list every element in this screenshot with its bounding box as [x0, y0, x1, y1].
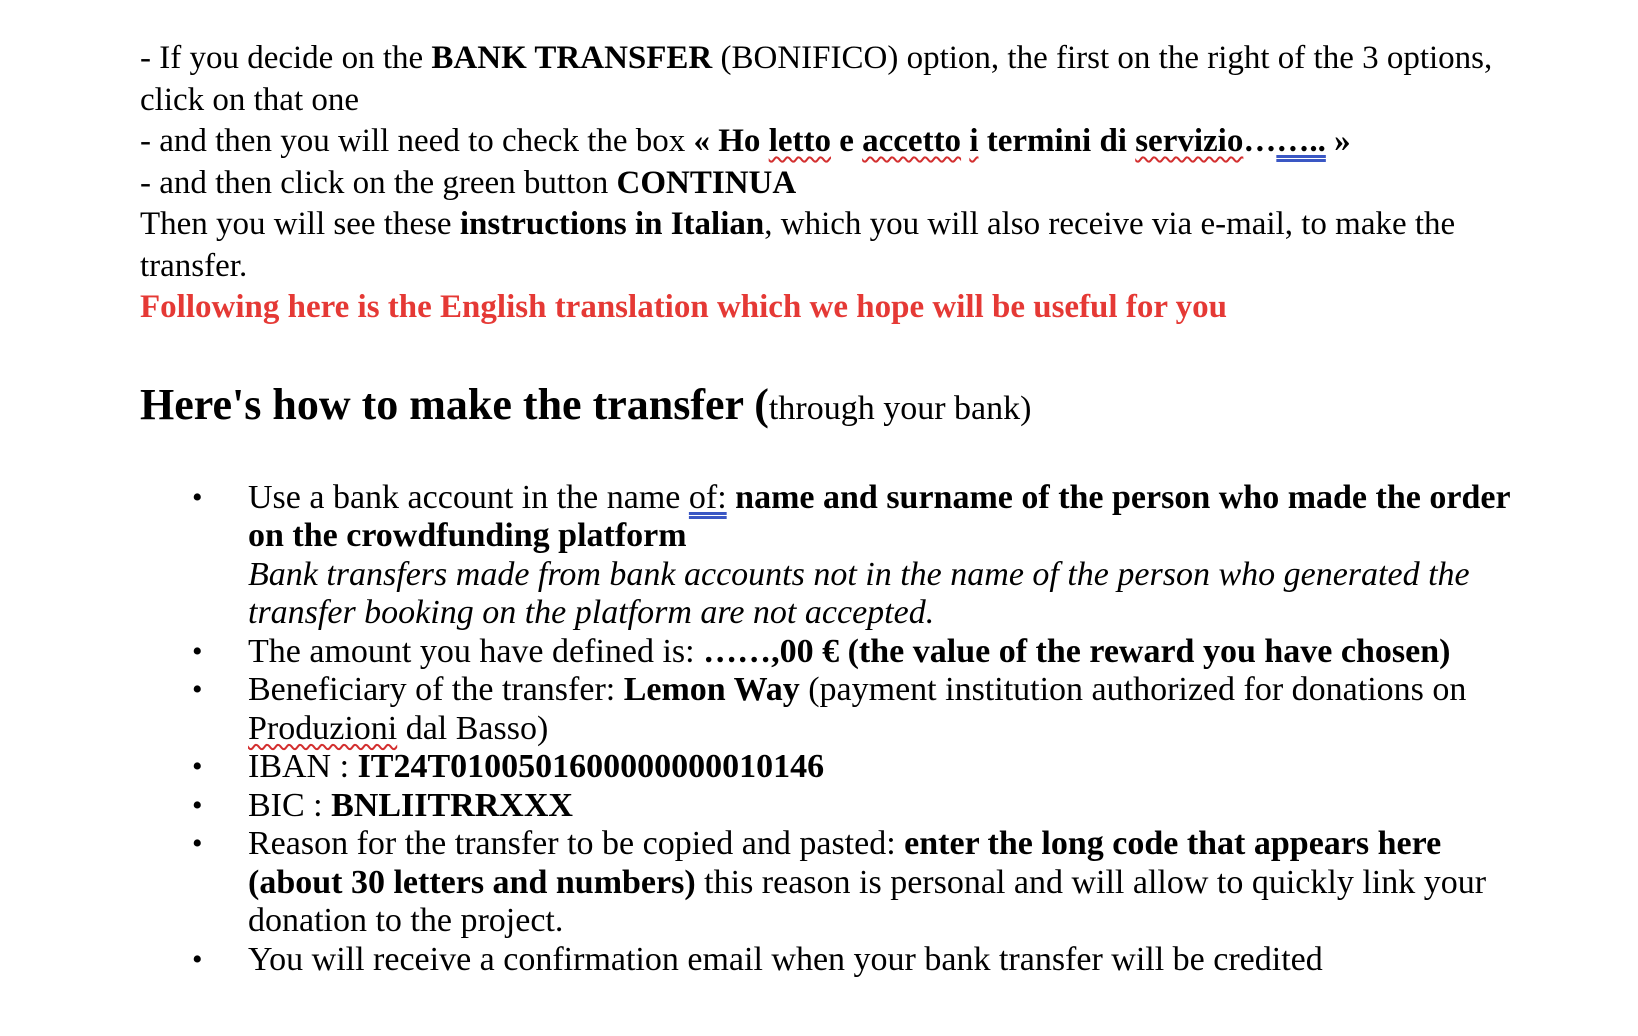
item-bold-text: ……,00 € (the value of the reward you have chosen) [703, 632, 1451, 670]
intro-instructions [140, 38, 1510, 329]
item-note-italic: Bank transfers made from bank accounts not in the name of the person who generated the transfer booking on the platform are not accepted. [248, 555, 1470, 631]
bullet-icon: • [192, 827, 203, 860]
spellcheck-word: i [969, 123, 979, 159]
bullet-icon: • [192, 942, 203, 976]
bic-value: BNLIITRRXXX [331, 786, 573, 824]
intro-text: (BONIFICO) option, the first on the right of the 3 options, click on that one [140, 40, 1493, 118]
item-text: Reason for the transfer to be copied and pasted: [248, 825, 905, 862]
intro-line-continua [140, 163, 1510, 205]
intro-line-instructions [140, 204, 1510, 287]
transfer-steps-list [140, 479, 1510, 980]
item-bold-text: enter the long code that appears here (about 30 letters and numbers) [248, 825, 1442, 901]
section-heading [140, 379, 1510, 435]
list-item-reason [140, 825, 1510, 941]
list-item-confirmation [140, 941, 1510, 980]
list-item-bic [140, 787, 1510, 826]
instructions-italian-bold: instructions in Italian [459, 206, 765, 242]
intro-text: , which you will also receive via e-mail, to make the transfer. [140, 206, 1456, 284]
terms-text: e [830, 123, 863, 159]
intro-text: Then you will see these [140, 206, 460, 242]
terms-text: « Ho [693, 123, 769, 159]
bullet-icon: • [192, 750, 203, 783]
terms-checkbox-label [694, 123, 1351, 159]
list-item-iban [140, 748, 1510, 787]
item-text: (payment institution authorized for donations on [799, 671, 1467, 708]
item-text: The amount you have defined is: [248, 632, 704, 670]
intro-line-bank-transfer [140, 38, 1510, 121]
intro-text: - If you decide on the [140, 40, 432, 76]
bullet-icon: • [192, 788, 203, 822]
grammar-marked-word: of: [688, 478, 727, 516]
heading-subtext: through your bank) [768, 389, 1032, 427]
list-item-account-holder [140, 479, 1510, 633]
spellcheck-word: letto [768, 123, 831, 159]
spellcheck-word: servizio [1135, 123, 1244, 159]
grammar-marked-dots: ….. [1276, 123, 1326, 159]
spellcheck-word: Produzioni [248, 709, 398, 747]
bullet-icon: • [192, 480, 203, 514]
terms-text: termini di [978, 123, 1136, 159]
list-item-amount [140, 633, 1510, 672]
bullet-icon: • [192, 673, 203, 706]
terms-text: » [1325, 123, 1351, 159]
item-text: IBAN : [248, 748, 358, 785]
list-item-beneficiary [140, 671, 1510, 748]
terms-text: … [1243, 123, 1277, 159]
continua-bold: CONTINUA [616, 164, 797, 201]
iban-value: IT24T0100501600000000010146 [357, 748, 825, 785]
bank-transfer-bold: BANK TRANSFER [431, 40, 713, 76]
intro-text: - and then click on the green button [140, 164, 617, 201]
item-text: dal Basso) [397, 709, 549, 747]
translation-notice: Following here is the English translation which we hope will be useful for you [140, 289, 1227, 325]
item-text: You will receive a confirmation email when your bank transfer will be credited [248, 940, 1323, 978]
intro-text: - and then you will need to check the box [140, 123, 694, 159]
document-page [140, 38, 1510, 979]
beneficiary-name: Lemon Way [623, 671, 800, 708]
spellcheck-word: accetto [862, 123, 962, 159]
item-bold-text: name and surname of the person who made the order on the crowdfunding platform [248, 478, 1510, 554]
heading-text: Here's how to make the transfer [140, 379, 755, 429]
item-text: Use a bank account in the name [248, 478, 689, 516]
bullet-icon: • [192, 634, 203, 668]
item-text: BIC : [248, 786, 332, 824]
heading-paren: ( [754, 379, 769, 429]
item-text: Beneficiary of the transfer: [248, 671, 624, 708]
item-text: this reason is personal and will allow to quickly link your donation to the project. [248, 863, 1487, 939]
intro-line-checkbox [140, 121, 1510, 163]
